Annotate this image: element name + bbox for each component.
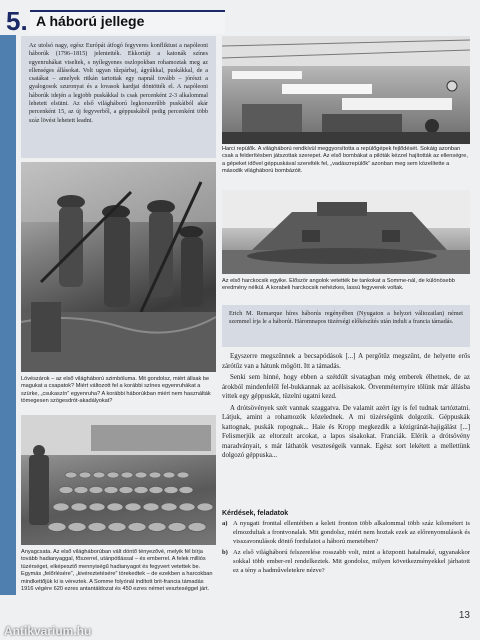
side-color-bar bbox=[0, 35, 16, 595]
intro-box bbox=[21, 36, 216, 158]
chapter-number: 5. bbox=[6, 6, 28, 36]
questions-title: Kérdések, feladatok bbox=[222, 510, 289, 517]
question-letter: a) bbox=[222, 520, 228, 527]
warplanes-photo bbox=[222, 36, 470, 144]
question-text: Az első világháború felszerelése rosszabb volt, mint a központi hatalmaké, ugyanakkor sokkal több ember-rel rendelkeztek. Mit gondolsz, milyen következményekkel járhatott ez a tény a hadműveletekre nézve? bbox=[233, 549, 470, 574]
watermark: Antikvarium.hu bbox=[4, 624, 92, 638]
excerpt-paragraph-2: Senki sem hinné, hogy ebben a szétdúlt sivatagban még emberek élhetnek, de az árokból mindenfelől fel-bukkannak az acélsisakok. Ötvenméternyire tőlünk már állásba vittek egy géppuskát, tüzelni ugatni kezd. bbox=[222, 374, 470, 400]
question-letter: b) bbox=[222, 549, 228, 556]
shells-photo-caption: Anyagcsata. Az első világháborúban vált döntő tényezővé, melyik fél bírja tovább hadianyaggal, főszerrel, utánpótlással – és emberrel. A felek milliós tüzérséget, elképesztő mennyiségű hadianyagot és fegyvert vetettek be. Egymás „felőrlésére”, „kivéreztetésére” törekedtek – de ezekben a harcokban mindkettőjük ki is véreztek. A Somme folyónál indított brit-francia támadás 1916 végére 620 ezres antantáldozat és 450 ezres német veszteséggel járt. bbox=[21, 549, 213, 593]
question-text: A nyugati fronttal ellentétben a keleti fronton több alkalommal több száz kilométert is elmozdultak a frontvonalak. Mit gondolsz, miért nem hoztak ezek az előrenyomulások és visszavonulások döntő fordulatot a háború menetében? bbox=[233, 520, 470, 545]
question-item bbox=[222, 519, 470, 546]
page-number: 13 bbox=[458, 610, 470, 621]
tank-photo-caption: Az első harckocsik egyike. Először angolok vetették be tankokat a Somme-nál, de különösebb eredmény nélkül. A korabeli harckocsik nehézkes, lassú fegyverek voltak. bbox=[222, 278, 455, 292]
remarque-intro-box: Erich M. Remarque híres háborús regényében (Nyugaton a helyzet változatlan) német szemmel írja le a háborút. Háromnapos tüzérségi előkészítés után indult a francia támadás. bbox=[222, 305, 470, 347]
warplanes-photo-caption: Harci repülők. A világháború rendkívül meggyorsította a repülőgépek fejlődését. Sokáig azonban csak a felderítésben játszottak szerepet. Az első bombákat a pilóták kézzel hajították az ellenségre, a gépeket idővel géppuskával szerelték fel, „vadászrepülők” azonban meg sem közelítette a második világháború bombázóit. bbox=[222, 146, 468, 175]
chapter-title: A háború jellege bbox=[36, 13, 145, 29]
trench-soldiers-photo bbox=[21, 162, 216, 372]
questions-section bbox=[222, 510, 470, 577]
excerpt-paragraph-3: A drótsövények szét vannak szaggatva. De valamit azért így is fel tudnak tartóztatni. Látjuk, amint a rohamozók közelednek. A mi tüzérségünk dolgozik. Géppuskák kattognak, puskák ropognak... Haie és Kropp megkezdik a kézigránát-hajigálást [...] Felismerjük az eltorzult arcokat, a lapos sisakokat. Franciák. Elérik a drótsövény maradványait, s már láthatók veszteségeik vannak. Egész sort lekétett a mellettünk dolgozó géppuska... bbox=[222, 404, 470, 459]
tank-photo bbox=[222, 190, 470, 274]
novel-excerpt bbox=[222, 352, 470, 463]
intro-text: Az utolsó nagy, egész Európát átfogó fegyveres konfliktust a napóleoni háborúk (1796–1815) jelentették. Ekkortájt a katonák színes egyenruhákat viseltek, s nyílegyenes oszlopokban rohamoztak meg az ellenséges állásokat. Volt ugyan tűzpárbaj, ágyúkkal, puskákkal, de a csatákat – amelyek ritkán tartottak egy napnál tovább – jórészt a gyalogosok szuronyai és a lovasok kardjai döntötték el. A napóleoni háborúk idején a legjobb puskákkal is csak percenként 2-3 alkalommal lehetett elsütni. Az első világháború legkorszerűbb puskáiból akár percenként 15, az új fegyverből, a géppuskából pedig percenként több száz lövést lehetett leadni. bbox=[29, 43, 208, 124]
excerpt-paragraph-1: Egyszerre megszűnnek a becsapódások [...] A pergőtűz megszűnt, de helyette erős zárótűz van a hátunk mögött. Itt a támadás. bbox=[222, 353, 470, 370]
question-item bbox=[222, 548, 470, 575]
trench-photo-caption: Lövészárok – az első világháború szimbóluma. Mit gondolsz, miért állsak be magukat a csapatok? Miért változott fel a korábbi színes egyenruhákat a szürke, „csukaszín” egyenruha? A korábbi háborúkban miért nem használták tömegesen szögesdrót-akadályokat? bbox=[21, 376, 211, 405]
artillery-shells-photo bbox=[21, 415, 216, 545]
